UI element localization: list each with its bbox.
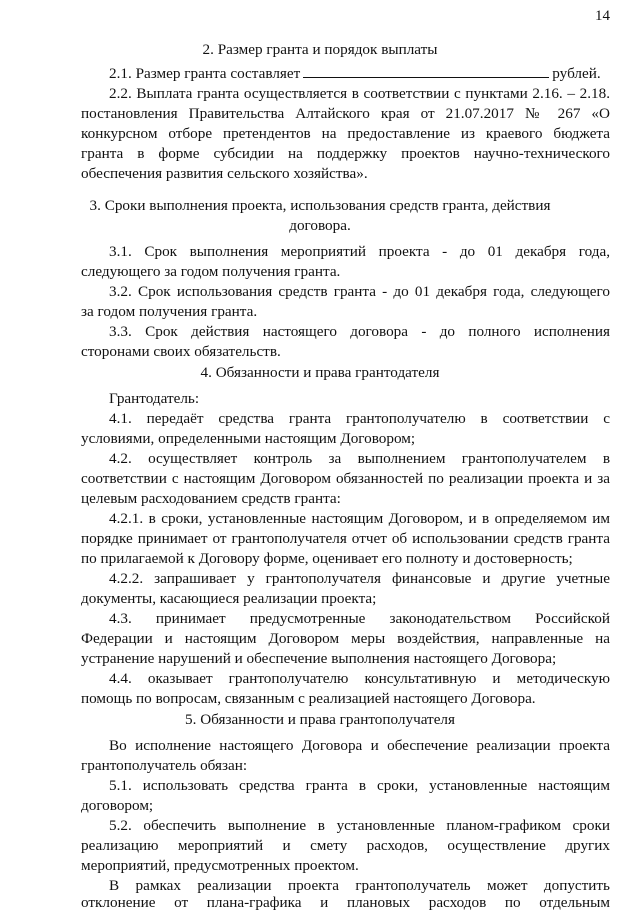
text-line: сторонами своих обязательств.	[81, 343, 281, 360]
text-line: мероприятий, предусмотренных проектом.	[81, 857, 359, 874]
text-line: условиями, определенными настоящим Договором;	[81, 430, 416, 447]
text-line: грантополучатель обязан:	[81, 757, 248, 774]
grant-amount-blank	[303, 64, 549, 78]
text-line: 2.2. Выплата гранта осуществляется в соответствии с пунктами 2.16. – 2.18.	[109, 85, 610, 102]
text-line: Грантодатель:	[109, 390, 200, 407]
text-line: гранта в форме субсидии на поддержку проектов научно-технического	[81, 145, 610, 162]
text-line: обеспечения развития сельского хозяйства».	[81, 165, 368, 182]
currency-label: рублей.	[552, 65, 601, 82]
text-line: конкурсном отборе претендентов на предоставление из краевого бюджета	[81, 125, 610, 142]
text-line: документы, касающиеся реализации проекта;	[81, 590, 377, 607]
text-line: реализацию мероприятий и смету расходов, осуществление других	[81, 837, 610, 854]
text-line: устранение нарушений и обеспечение выполнения настоящего Договора;	[81, 650, 557, 667]
text-line: договором;	[81, 797, 154, 814]
text-line: 4.2. осуществляет контроль за выполнением грантополучателем в	[109, 450, 610, 467]
text-line: 3.2. Срок использования средств гранта - до 01 декабря года, следующего	[109, 283, 610, 300]
text-line: 4.2.1. в сроки, установленные настоящим Договором, и в определяемом им	[109, 510, 610, 527]
grant-amount-label: 2.1. Размер гранта составляет	[109, 65, 301, 82]
text-line: целевым расходованием средств гранта:	[81, 490, 341, 507]
section-4-title: 4. Обязанности и права грантодателя	[200, 364, 440, 381]
text-line: помощь по вопросам, связанным с реализацией настоящего Договора.	[81, 690, 536, 707]
paragraph-2-1	[109, 64, 610, 84]
text-line: Федерации и настоящим Договором меры воздействия, направленные на	[81, 630, 610, 647]
text-line: отклонение от плана-графика и плановых расходов по отдельным	[81, 894, 610, 911]
text-line: следующего за годом получения гранта.	[81, 263, 341, 280]
text-line: 4.2.2. запрашивает у грантополучателя финансовые и другие учетные	[109, 570, 610, 587]
text-line: 4.4. оказывает грантополучателю консультативную и методическую	[109, 670, 610, 687]
page-number: 14	[595, 8, 610, 24]
text-line: 5.1. использовать средства гранта в сроки, установленные настоящим	[109, 777, 610, 794]
text-line: 5.2. обеспечить выполнение в установленные планом-графиком сроки	[109, 817, 610, 834]
section-2-title: 2. Размер гранта и порядок выплаты	[202, 41, 438, 58]
text-line: порядке принимает от грантополучателя отчет об использовании средств гранта	[81, 530, 610, 547]
text-line: по прилагаемой к Договору форме, оценивает его полноту и достоверность;	[81, 550, 573, 567]
text-line: 3.1. Срок выполнения мероприятий проекта - до 01 декабря года,	[109, 243, 610, 260]
text-line: 4.1. передаёт средства гранта грантополучателю в соответствии с	[109, 410, 610, 427]
text-line: за годом получения гранта.	[81, 303, 258, 320]
section-3-title: 3. Сроки выполнения проекта, использования средств гранта, действия	[89, 197, 551, 214]
text-line: постановления Правительства Алтайского края от 21.07.2017 № 267 «О	[81, 105, 610, 122]
text-line: Во исполнение настоящего Договора и обеспечение реализации проекта	[109, 737, 610, 754]
section-5-title: 5. Обязанности и права грантополучателя	[185, 711, 455, 728]
text-line: 4.3. принимает предусмотренные законодательством Российской	[109, 610, 610, 627]
text-line: В рамках реализации проекта грантополучатель может допустить	[109, 877, 610, 894]
text-line: соответствии с настоящим Договором обязанностей по реализации проекта и за	[81, 470, 610, 487]
text-line: 3.3. Срок действия настоящего договора - до полного исполнения	[109, 323, 610, 340]
section-3-title-cont: договора.	[289, 217, 351, 234]
